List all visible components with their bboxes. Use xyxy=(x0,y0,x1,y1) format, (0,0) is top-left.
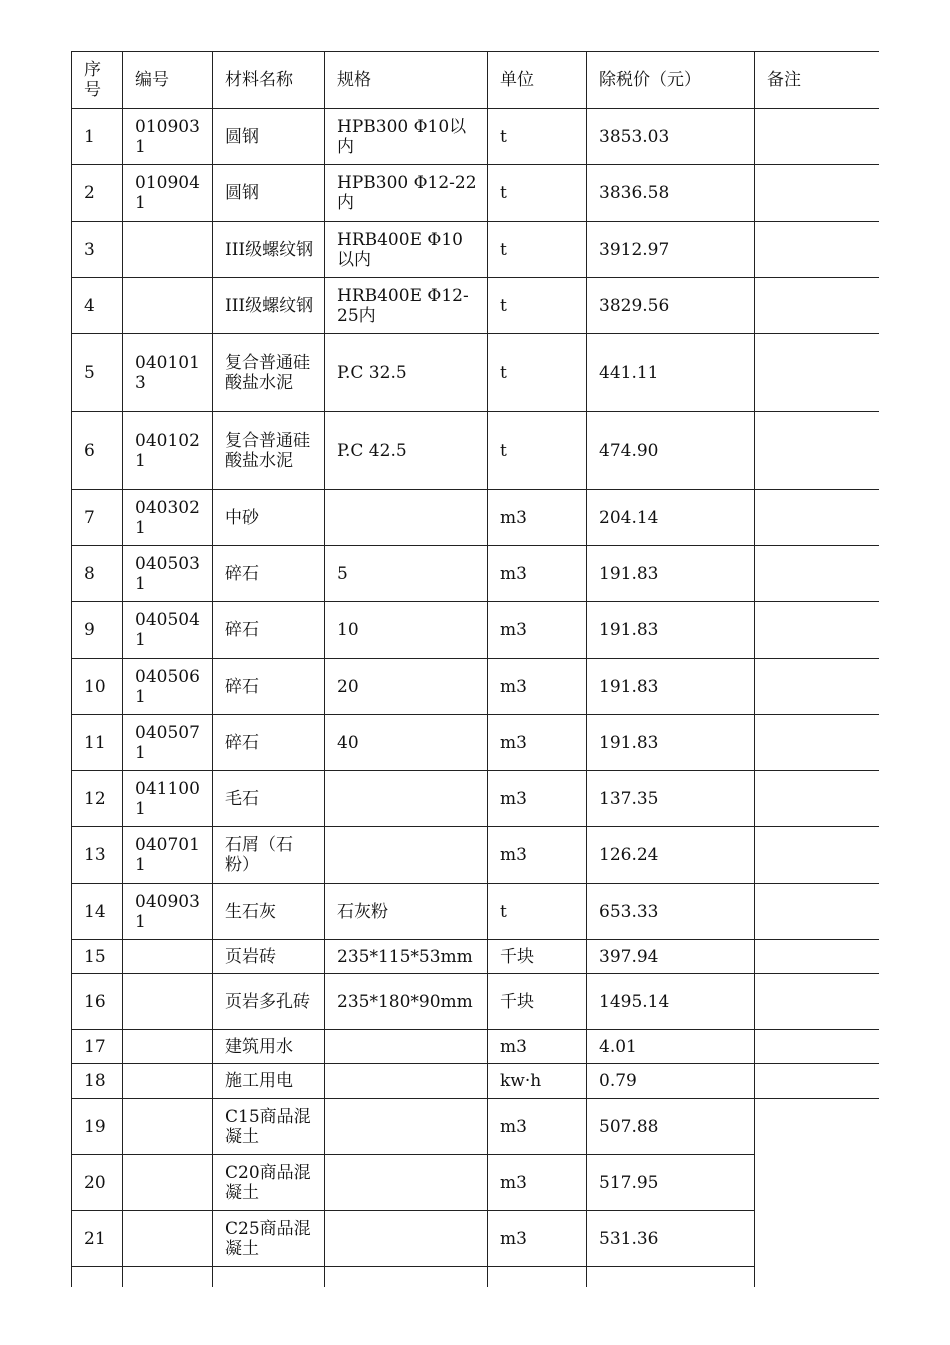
cell-seq: 11 xyxy=(72,715,123,771)
table-row xyxy=(72,165,880,222)
header-row xyxy=(72,52,880,109)
cell-note xyxy=(755,222,880,278)
cell-spec xyxy=(325,1267,488,1288)
table-row xyxy=(72,827,880,884)
cell-name: 生石灰 xyxy=(213,884,325,940)
cell-spec xyxy=(325,1155,488,1211)
cell-seq: 12 xyxy=(72,771,123,827)
cell-note xyxy=(755,546,880,602)
cell-unit: m3 xyxy=(488,771,587,827)
cell-price: 137.35 xyxy=(587,771,755,827)
cell-note xyxy=(755,940,880,974)
cell-seq: 6 xyxy=(72,412,123,490)
cell-code: 0405071 xyxy=(123,715,213,771)
cell-spec xyxy=(325,827,488,884)
cell-code: 0403021 xyxy=(123,490,213,546)
cell-spec: 40 xyxy=(325,715,488,771)
cell-code xyxy=(123,1030,213,1064)
cell-code: 0401021 xyxy=(123,412,213,490)
cell-price: 441.11 xyxy=(587,334,755,412)
cell-price: 1495.14 xyxy=(587,974,755,1030)
cell-spec xyxy=(325,490,488,546)
cell-unit: t xyxy=(488,109,587,165)
cell-seq: 3 xyxy=(72,222,123,278)
cell-name: 碎石 xyxy=(213,546,325,602)
header-spec: 规格 xyxy=(325,52,488,109)
cell-code: 0409031 xyxy=(123,884,213,940)
cell-code xyxy=(123,222,213,278)
cell-name: 碎石 xyxy=(213,659,325,715)
table-row xyxy=(72,334,880,412)
cell-seq: 20 xyxy=(72,1155,123,1211)
cell-spec xyxy=(325,1211,488,1267)
cell-code: 0405061 xyxy=(123,659,213,715)
cell-price: 3853.03 xyxy=(587,109,755,165)
cell-seq: 13 xyxy=(72,827,123,884)
cell-seq xyxy=(72,1267,123,1288)
cell-code xyxy=(123,278,213,334)
table-row xyxy=(72,222,880,278)
table-row xyxy=(72,940,880,974)
cell-price: 3836.58 xyxy=(587,165,755,222)
table-row xyxy=(72,974,880,1030)
cell-unit: t xyxy=(488,412,587,490)
price-table-container xyxy=(71,51,879,1287)
cell-unit: m3 xyxy=(488,659,587,715)
cell-code: 0405031 xyxy=(123,546,213,602)
cell-note xyxy=(755,165,880,222)
cell-name: III级螺纹钢 xyxy=(213,278,325,334)
cell-unit: kw·h xyxy=(488,1064,587,1099)
cell-code xyxy=(123,940,213,974)
cell-spec: 10 xyxy=(325,602,488,659)
table-row xyxy=(72,490,880,546)
cell-price: 191.83 xyxy=(587,602,755,659)
cell-unit: m3 xyxy=(488,1030,587,1064)
cell-seq: 16 xyxy=(72,974,123,1030)
cell-code: 0109031 xyxy=(123,109,213,165)
cell-unit: m3 xyxy=(488,1211,587,1267)
cell-name: 中砂 xyxy=(213,490,325,546)
cell-seq: 14 xyxy=(72,884,123,940)
cell-unit: 千块 xyxy=(488,940,587,974)
cell-note xyxy=(755,602,880,659)
table-row xyxy=(72,1030,880,1064)
cell-price: 3829.56 xyxy=(587,278,755,334)
table-row xyxy=(72,109,880,165)
cell-seq: 17 xyxy=(72,1030,123,1064)
cell-price: 3912.97 xyxy=(587,222,755,278)
cell-seq: 1 xyxy=(72,109,123,165)
cell-price: 204.14 xyxy=(587,490,755,546)
cell-price: 0.79 xyxy=(587,1064,755,1099)
cell-price: 126.24 xyxy=(587,827,755,884)
cell-unit: m3 xyxy=(488,715,587,771)
cell-note xyxy=(755,974,880,1030)
cell-seq: 19 xyxy=(72,1099,123,1155)
cell-price: 191.83 xyxy=(587,715,755,771)
cell-unit: t xyxy=(488,884,587,940)
cell-spec: 石灰粉 xyxy=(325,884,488,940)
cell-spec: P.C 42.5 xyxy=(325,412,488,490)
cell-note xyxy=(755,109,880,165)
cell-name: C20商品混凝土 xyxy=(213,1155,325,1211)
cell-note xyxy=(755,771,880,827)
cell-price: 517.95 xyxy=(587,1155,755,1211)
cell-name: 圆钢 xyxy=(213,109,325,165)
cell-seq: 8 xyxy=(72,546,123,602)
cell-spec xyxy=(325,1030,488,1064)
cell-name: 页岩砖 xyxy=(213,940,325,974)
cell-spec: HRB400E Φ12-25内 xyxy=(325,278,488,334)
cell-price: 397.94 xyxy=(587,940,755,974)
cell-seq: 2 xyxy=(72,165,123,222)
cell-note xyxy=(755,1030,880,1064)
cell-seq: 9 xyxy=(72,602,123,659)
cell-seq: 15 xyxy=(72,940,123,974)
cell-unit xyxy=(488,1267,587,1288)
cell-code: 0405041 xyxy=(123,602,213,659)
cell-seq: 4 xyxy=(72,278,123,334)
table-row xyxy=(72,278,880,334)
table-row xyxy=(72,884,880,940)
cell-code xyxy=(123,1099,213,1155)
cell-note xyxy=(755,334,880,412)
cell-note-merged xyxy=(755,1099,880,1288)
cell-spec: 235*180*90mm xyxy=(325,974,488,1030)
cell-price: 531.36 xyxy=(587,1211,755,1267)
cell-name: 圆钢 xyxy=(213,165,325,222)
cell-note xyxy=(755,1064,880,1099)
cell-unit: m3 xyxy=(488,1099,587,1155)
table-row xyxy=(72,602,880,659)
cell-unit: m3 xyxy=(488,546,587,602)
cell-spec: 20 xyxy=(325,659,488,715)
cell-name: 毛石 xyxy=(213,771,325,827)
cell-unit: m3 xyxy=(488,490,587,546)
cell-name: 页岩多孔砖 xyxy=(213,974,325,1030)
cell-spec xyxy=(325,771,488,827)
table-row xyxy=(72,1064,880,1099)
cell-note xyxy=(755,884,880,940)
table-row xyxy=(72,1099,880,1155)
cell-seq: 7 xyxy=(72,490,123,546)
header-name: 材料名称 xyxy=(213,52,325,109)
cell-code: 0401013 xyxy=(123,334,213,412)
cell-spec: 5 xyxy=(325,546,488,602)
cell-name: III级螺纹钢 xyxy=(213,222,325,278)
cell-seq: 18 xyxy=(72,1064,123,1099)
cell-code xyxy=(123,1155,213,1211)
cell-price: 4.01 xyxy=(587,1030,755,1064)
cell-unit: t xyxy=(488,334,587,412)
cell-price: 653.33 xyxy=(587,884,755,940)
cell-name: 石屑（石粉） xyxy=(213,827,325,884)
cell-name xyxy=(213,1267,325,1288)
cell-unit: 千块 xyxy=(488,974,587,1030)
cell-name: 建筑用水 xyxy=(213,1030,325,1064)
cell-seq: 10 xyxy=(72,659,123,715)
cell-spec xyxy=(325,1064,488,1099)
cell-unit: t xyxy=(488,278,587,334)
table-row xyxy=(72,659,880,715)
cell-name: 复合普通硅酸盐水泥 xyxy=(213,412,325,490)
cell-price: 191.83 xyxy=(587,659,755,715)
cell-spec xyxy=(325,1099,488,1155)
cell-spec: HPB300 Φ12-22内 xyxy=(325,165,488,222)
cell-code xyxy=(123,1064,213,1099)
cell-price xyxy=(587,1267,755,1288)
cell-seq: 5 xyxy=(72,334,123,412)
cell-code xyxy=(123,1211,213,1267)
cell-note xyxy=(755,715,880,771)
header-note: 备注 xyxy=(755,52,880,109)
header-unit: 单位 xyxy=(488,52,587,109)
cell-note xyxy=(755,659,880,715)
cell-spec: P.C 32.5 xyxy=(325,334,488,412)
cell-code xyxy=(123,1267,213,1288)
cell-code: 0109041 xyxy=(123,165,213,222)
material-price-table xyxy=(71,51,879,1287)
header-seq: 序号 xyxy=(72,52,123,109)
table-row xyxy=(72,771,880,827)
cell-price: 507.88 xyxy=(587,1099,755,1155)
header-code: 编号 xyxy=(123,52,213,109)
cell-name: 施工用电 xyxy=(213,1064,325,1099)
cell-seq: 21 xyxy=(72,1211,123,1267)
cell-unit: m3 xyxy=(488,827,587,884)
cell-note xyxy=(755,490,880,546)
cell-name: 碎石 xyxy=(213,715,325,771)
table-row xyxy=(72,546,880,602)
cell-name: 碎石 xyxy=(213,602,325,659)
table-row xyxy=(72,412,880,490)
cell-name: 复合普通硅酸盐水泥 xyxy=(213,334,325,412)
cell-unit: m3 xyxy=(488,1155,587,1211)
cell-code: 0407011 xyxy=(123,827,213,884)
cell-name: C15商品混凝土 xyxy=(213,1099,325,1155)
cell-note xyxy=(755,412,880,490)
cell-spec: HRB400E Φ10以内 xyxy=(325,222,488,278)
cell-price: 191.83 xyxy=(587,546,755,602)
cell-unit: m3 xyxy=(488,602,587,659)
cell-note xyxy=(755,278,880,334)
cell-price: 474.90 xyxy=(587,412,755,490)
cell-code: 0411001 xyxy=(123,771,213,827)
cell-name: C25商品混凝土 xyxy=(213,1211,325,1267)
cell-code xyxy=(123,974,213,1030)
header-price: 除税价（元） xyxy=(587,52,755,109)
cell-spec: 235*115*53mm xyxy=(325,940,488,974)
cell-unit: t xyxy=(488,222,587,278)
table-row xyxy=(72,715,880,771)
cell-unit: t xyxy=(488,165,587,222)
cell-spec: HPB300 Φ10以内 xyxy=(325,109,488,165)
cell-note xyxy=(755,827,880,884)
